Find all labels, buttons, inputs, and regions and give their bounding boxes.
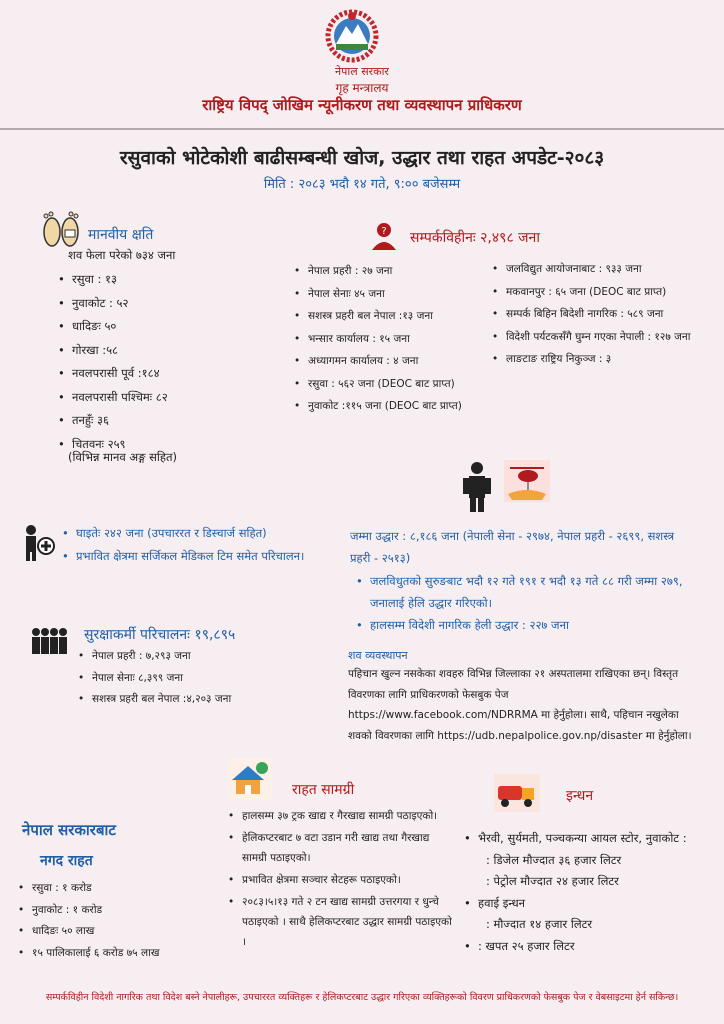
list-item: • रसुवा : ५६२ जना (DEOC बाट प्राप्त): [294, 373, 484, 396]
list-item: • धादिङः ५० लाख: [18, 921, 218, 943]
list-item: • रसुवा : १ करोड: [18, 878, 218, 900]
list-item: • २०८३।५।१३ गते २ टन खाद्य सामग्री उत्तरगया र धुन्चे पठाइएको । साथै हेलिकप्टरबाट उद्धार सामग्री पठाइएको ।: [228, 892, 452, 952]
injured-person-icon: [18, 524, 56, 562]
rescue-total: जम्मा उद्धार : ८,१८६ जना (नेपाली सेना - २९७४, नेपाल प्रहरी - २६९९, सशस्त्र प्रहरी - २५१३): [350, 529, 675, 565]
ministry-name: गृह मन्त्रालय: [335, 81, 389, 95]
list-item: • तनहुँः ३६: [58, 409, 238, 433]
missing-person-icon: [368, 220, 400, 252]
list-item: • रसुवा : १३: [58, 268, 238, 292]
list-item: • : खपत २५ हजार लिटर: [464, 936, 720, 958]
human-loss-list: [58, 268, 238, 456]
relief-heading: राहत सामग्री: [292, 782, 355, 798]
list-item: • घाइतेः २४२ जना (उपचाररत र डिस्चार्ज सहित): [62, 522, 352, 545]
list-item: • हालसम्म ३७ ट्रक खाद्य र गैरखाद्य सामग्री पठाइएको।: [228, 806, 452, 826]
list-item: • नुवाकोट :११५ जना (DEOC बाट प्राप्त): [294, 395, 484, 418]
missing-list-1: [294, 260, 484, 418]
security-heading: सुरक्षाकर्मी परिचालनः १९,८९५: [84, 627, 236, 643]
fuel-list: [464, 828, 720, 957]
gov-name: नेपाल सरकार: [335, 65, 389, 78]
list-item: : मौज्दात १४ हजार लिटर: [486, 917, 593, 931]
footer-note: सम्पर्कविहीन विदेशी नागरिक तथा विदेश बस्ने नेपालीहरू, उपचाररत व्यक्तिहरू र हेलिकप्टरबाट उद्धार गरिएका व्यक्तिहरूको विवरण प्राधिकरणको फेसबुक पेज र वेबसाइटमा हेर्न सकिन्छ।: [45, 992, 679, 1003]
list-item: • नुवाकोट : ५२: [58, 292, 238, 316]
human-loss-sub: शव फेला परेको ७३४ जना: [68, 248, 176, 262]
injured-list: [62, 522, 352, 567]
cash-list: [18, 878, 218, 964]
human-loss-heading: मानवीय क्षति: [88, 227, 154, 243]
feet-icon: [38, 208, 84, 248]
list-item: • नेपाल सेनाः ८,३९९ जना: [78, 668, 298, 690]
list-item: • हालसम्म विदेशी नागरिक हेली उद्धार : २२७ जना: [356, 614, 696, 636]
list-item: • १५ पालिकालाई ६ करोड ७५ लाख: [18, 943, 218, 965]
list-item: • विदेशी पर्यटकसँगै घुम्न गएका नेपाली : १२७ जना: [492, 326, 714, 349]
list-item: • जलविधुतको सुरुङबाट भदौ १२ गते १९१ र भदौ १३ गते ८८ गरी जम्मा २७९, जनालाई हेलि उद्धार गरिएको।: [356, 570, 696, 614]
list-item: • नुवाकोट : १ करोड: [18, 900, 218, 922]
list-item: : डिजेल मौज्दात ३६ हजार लिटर: [486, 852, 622, 867]
list-item: • नेपाल सेनाः ४५ जना: [294, 283, 484, 306]
header-divider: [0, 128, 724, 130]
list-item: • नवलपरासी पश्चिमः ८२: [58, 386, 238, 410]
list-item: • लाङटाङ राष्ट्रिय निकुञ्ज : ३: [492, 348, 714, 371]
list-item: • अध्यागमन कार्यालय : ४ जना: [294, 350, 484, 373]
list-item: • जलविद्युत आयोजनाबाट : ९३३ जना: [492, 258, 714, 281]
list-item: • सम्पर्क बिहिन बिदेशी नागरिक : ५८९ जना: [492, 303, 714, 326]
list-item: • धादिङः ५०: [58, 315, 238, 339]
list-item: • सशस्त्र प्रहरी बल नेपाल :१३ जना: [294, 305, 484, 328]
list-item: • हवाई इन्धन: [464, 893, 720, 915]
fuel-heading: इन्धन: [566, 788, 594, 804]
list-item: • भन्सार कार्यालय : १५ जना: [294, 328, 484, 351]
rescue-list: [356, 570, 696, 636]
bodies-text: पहिचान खुल्न नसकेका शवहरु विभिन्न जिल्लाका २१ अस्पतालमा राखिएका छन्। विस्तृत विवरणका लागि प्राधिकरणको फेसबुक पेज https://www.facebook.com/NDRRMA मा हेर्नुहोला। साथै, पहिचान नखुलेका शवको विवरणका लागि https://udb.nepalpolice.gov.np/disaster मा हेर्नुहोला।: [348, 668, 692, 742]
missing-heading: सम्पर्कविहीनः २,४९८ जना: [410, 230, 540, 246]
relief-list: [228, 806, 452, 952]
authority-name: राष्ट्रिय विपद् जोखिम न्यूनीकरण तथा व्यवस्थापन प्राधिकरण: [202, 96, 522, 114]
list-item: • प्रभावित क्षेत्रमा सञ्चार सेटहरू पठाइएको।: [228, 870, 452, 890]
page-date: मिति : २०८३ भदौ १४ गते, ९:०० बजेसम्म: [263, 177, 461, 192]
list-item: • हेलिकप्टरबाट ७ वटा उडान गरी खाद्य तथा गैरखाद्य सामग्री पठाइएको।: [228, 828, 452, 868]
list-item: • सशस्त्र प्रहरी बल नेपाल :४,२०३ जना: [78, 689, 298, 711]
human-loss-note: (विभिन्न मानव अङ्ग सहित): [68, 450, 178, 464]
nepal-emblem-icon: [322, 8, 382, 64]
list-item: • गोरखा :५८: [58, 339, 238, 363]
svg-text:?: ?: [381, 226, 387, 237]
list-item: • नेपाल प्रहरी : ७,२९३ जना: [78, 646, 298, 668]
list-item: • नेपाल प्रहरी : २७ जना: [294, 260, 484, 283]
rescuer-icon: [458, 460, 496, 514]
list-item: • नवलपरासी पूर्व :१८४: [58, 362, 238, 386]
list-item: : पेट्रोल मौज्दात २४ हजार लिटर: [486, 874, 619, 888]
security-forces-icon: [28, 626, 72, 656]
list-item: • मकवानपुर : ६५ जना (DEOC बाट प्राप्त): [492, 281, 714, 304]
cash-heading-2: नगद राहत: [40, 853, 93, 869]
helicopter-rescue-icon: [504, 460, 550, 502]
missing-list-2: [492, 258, 714, 371]
security-list: [78, 646, 298, 711]
list-item: • भैरवी, सुर्यमती, पञ्चकन्या आयल स्टोर, नुवाकोट :: [464, 828, 720, 850]
fuel-truck-icon: [494, 774, 540, 812]
cash-heading-1: नेपाल सरकारबाट: [22, 821, 116, 839]
list-item: • चितवनः २५९: [58, 433, 238, 457]
relief-house-icon: [228, 758, 272, 800]
list-item: • प्रभावित क्षेत्रमा सर्जिकल मेडिकल टिम समेत परिचालन।: [62, 545, 352, 568]
bodies-heading: शव व्यवस्थापन: [348, 649, 408, 662]
page-title: रसुवाको भोटेकोशी बाढीसम्बन्धी खोज, उद्धार तथा राहत अपडेट-२०८३: [119, 147, 605, 169]
